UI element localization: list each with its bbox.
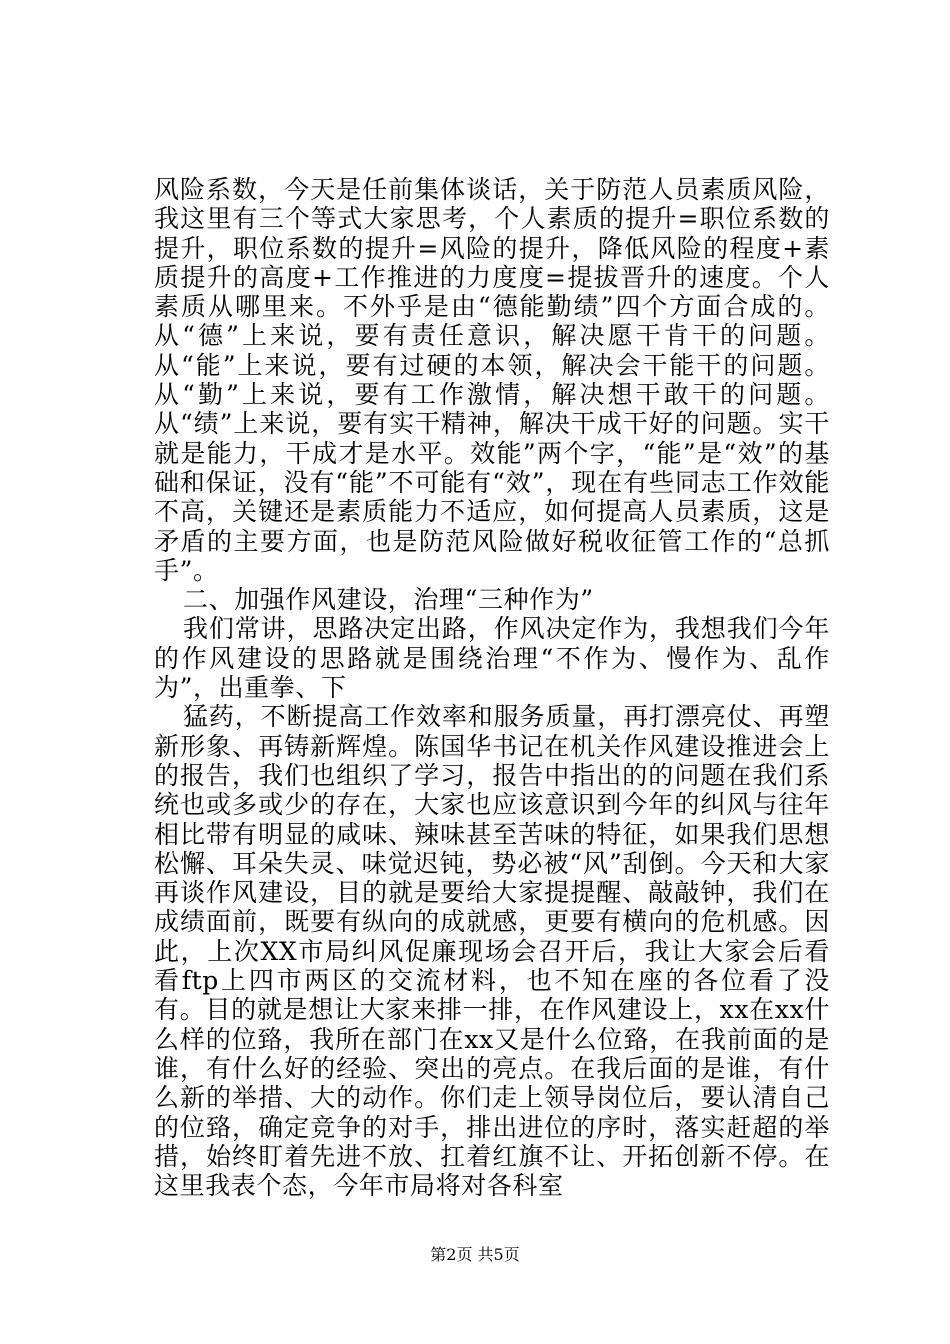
page-number-footer: 第2页 共5页 <box>430 1245 520 1264</box>
paragraph-risk-coefficient: 风险系数，今天是任前集体谈话，关于防范人员素质风险，我这里有三个等式大家思考，个人素质的提升=职位系数的提升，职位系数的提升=风险的提升，降低风险的程度+素质提升的高度+工作推进的力度度=提拔晋升的速度。个人素质从哪里来。不外乎是由“德能勤绩”四个方面合成的。从“德”上来说，要有责任意识，解决愿干肯干的问题。从“能”上来说，要有过硬的本领，解决会干能干的问题。从“勤”上来说，要有工作激情，解决想干敢干的问题。从“绩”上来说，要有实干精神，解决干成干好的问题。实干就是能力，干成才是水平。效能”两个字，“能”是“效”的基础和保证，没有“能”不可能有“效”，现在有些同志工作效能不高，关键还是素质能力不适应，如何提高人员素质，这是矛盾的主要方面，也是防范风险做好税收征管工作的“总抓手”。 <box>154 175 830 585</box>
paragraph-work-style-intro: 我们常讲，思路决定出路，作风决定作为，我想我们今年的作风建设的思路就是围绕治理“不作为、慢作为、乱作为”，出重拳、下 <box>154 614 830 703</box>
document-body <box>154 175 830 1200</box>
section-heading-work-style: 二、加强作风建设，治理“三种作为” <box>183 585 594 615</box>
paragraph-work-style-body: 猛药，不断提高工作效率和服务质量，再打漂亮仗、再塑新形象、再铸新辉煌。陈国华书记在机关作风建设推进会上的报告，我们也组织了学习，报告中指出的的问题在我们系统也或多或少的存在，大家也应该意识到今年的纠风与往年相比带有明显的咸味、辣味甚至苦味的特征，如果我们思想松懈、耳朵失灵、味觉迟钝，势必被“风”刮倒。今天和大家再谈作风建设，目的就是要给大家提提醒、敲敲钟，我们在成绩面前，既要有纵向的成就感，更要有横向的危机感。因此，上次XX市局纠风促廉现场会召开后，我让大家会后看看ftp上四市两区的交流材料，也不知在座的各位看了没有。目的就是想让大家来排一排，在作风建设上，xx在xx什么样的位臵，我所在部门在xx又是什么位臵，在我前面的是谁，有什么好的经验、突出的亮点。在我后面的是谁，有什么新的举措、大的动作。你们走上领导岗位后，要认清自己的位臵，确定竞争的对手，排出进位的序时，落实赶超的举措，始终盯着先进不放、扛着红旗不让、开拓创新不停。在这里我表个态，今年市局将对各科室 <box>154 702 830 1201</box>
